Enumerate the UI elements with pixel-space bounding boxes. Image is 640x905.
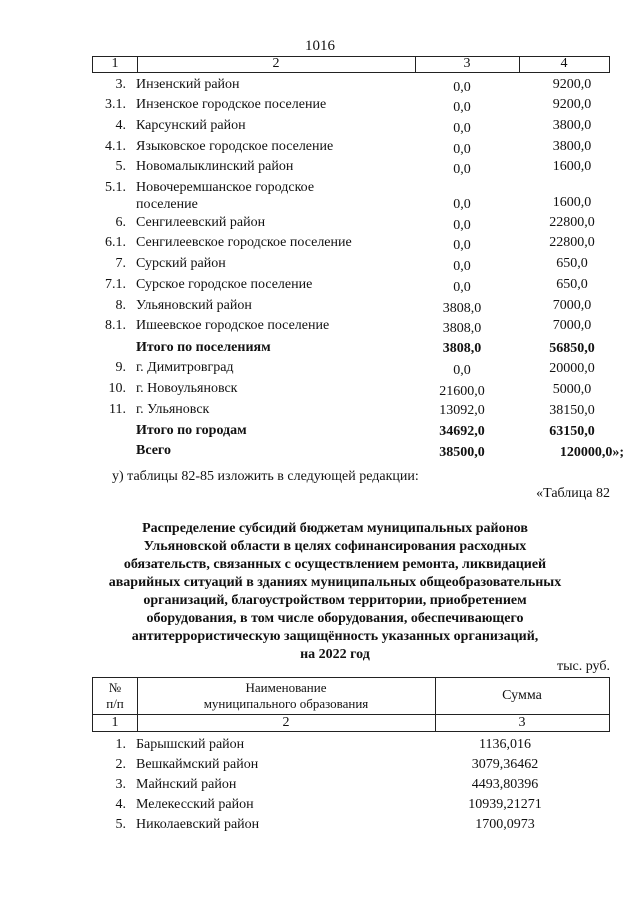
row-number: 8.	[115, 298, 126, 313]
row-col3: 3808,0	[442, 301, 482, 316]
table1-header	[92, 56, 610, 73]
header-name: Наименование	[245, 680, 327, 695]
row-value: 3079,36462	[471, 757, 539, 772]
row-col3: 13092,0	[439, 403, 485, 418]
row-col4: 38150,0	[549, 403, 595, 418]
row-number: 4.	[115, 118, 126, 133]
row-col3: 0,0	[453, 142, 471, 157]
row-name: Итого по поселениям	[136, 340, 271, 355]
header-col-3: 3	[463, 56, 471, 71]
row-number: 8.1.	[105, 318, 126, 333]
header-col-1: 1	[111, 56, 119, 71]
row-col3: 0,0	[453, 100, 471, 115]
row-number: 1.	[115, 737, 126, 752]
table2-header	[92, 677, 610, 732]
row-name: Итого по городам	[136, 423, 247, 438]
heading-line: антитеррористическую защищённость указанных организаций,	[131, 629, 539, 644]
row-number: 7.	[115, 256, 126, 271]
row-col3: 0,0	[453, 218, 471, 233]
header-name-sub: муниципального образования	[203, 696, 369, 711]
row-col4: 1600,0	[552, 159, 592, 174]
row-number: 7.1.	[105, 277, 126, 292]
row-col3: 0,0	[453, 162, 471, 177]
row-name: Николаевский район	[136, 817, 260, 832]
header-sum: Сумма	[502, 688, 542, 703]
row-col3: 0,0	[453, 121, 471, 136]
row-col3: 0,0	[453, 363, 471, 378]
row-name: г. Новоульяновск	[136, 381, 238, 396]
row-number: 6.	[115, 215, 126, 230]
row-name: г. Димитровград	[136, 360, 234, 375]
header-col-1: 1	[111, 715, 119, 730]
row-value: 4493,80396	[471, 777, 539, 792]
row-name: Майнский район	[136, 777, 237, 792]
row-col4: 3800,0	[552, 118, 592, 133]
heading-line: оборудования, в том числе оборудования, обеспечивающего	[146, 611, 524, 626]
row-number: 2.	[115, 757, 126, 772]
row-value: 10939,21271	[468, 797, 542, 812]
row-value: 1136,016	[479, 737, 531, 752]
row-number: 9.	[115, 360, 126, 375]
row-name: Сенгилеевский район	[136, 215, 266, 230]
table-heading	[100, 520, 570, 664]
row-name: Инзенское городское поселение	[136, 97, 327, 112]
row-col4: 56850,0	[549, 341, 595, 356]
heading-line: Распределение субсидий бюджетам муниципальных районов	[142, 521, 528, 536]
row-name: Инзенский район	[136, 77, 240, 92]
row-col3: 3808,0	[442, 321, 482, 336]
row-col4: 120000,0»;	[559, 445, 625, 460]
heading-line: организаций, благоустройством территории, приобретением	[143, 593, 527, 608]
row-name: Сенгилеевское городское поселение	[136, 235, 352, 250]
row-col4: 9200,0	[552, 77, 592, 92]
row-col4: 650,0	[556, 256, 588, 271]
row-name: г. Ульяновск	[136, 402, 210, 417]
units-label: тыс. руб.	[557, 659, 610, 674]
row-name: Ишеевское городское поселение	[136, 318, 330, 333]
row-value: 1700,0973	[475, 817, 535, 832]
row-col4: 22800,0	[549, 235, 595, 250]
row-name: Новочеремшанское городское	[136, 180, 315, 195]
heading-line: аварийных ситуаций в зданиях муниципальных общеобразовательных	[108, 575, 562, 590]
header-col-3: 3	[518, 715, 526, 730]
row-name: Всего	[136, 443, 171, 458]
row-name: Ульяновский район	[136, 298, 252, 313]
row-col4: 1600,0	[552, 195, 592, 210]
row-col3: 0,0	[453, 259, 471, 274]
row-col4: 22800,0	[549, 215, 595, 230]
heading-line: Ульяновской области в целях софинансирования расходных	[143, 539, 527, 554]
row-number: 11.	[109, 402, 126, 417]
header-number: №	[108, 680, 122, 695]
row-number: 5.	[115, 817, 126, 832]
header-col-2: 2	[282, 715, 290, 730]
row-col3: 0,0	[453, 197, 471, 212]
row-col4: 63150,0	[549, 424, 595, 439]
row-col4: 9200,0	[552, 97, 592, 112]
row-number: 4.	[115, 797, 126, 812]
row-name: Сурское городское поселение	[136, 277, 313, 292]
row-number: 3.	[115, 777, 126, 792]
row-name: Барышский район	[136, 737, 245, 752]
row-number: 5.	[115, 159, 126, 174]
row-col4: 20000,0	[549, 361, 595, 376]
row-name-continued: поселение	[136, 197, 198, 212]
row-col3: 3808,0	[442, 341, 482, 356]
row-col3: 38500,0	[439, 445, 485, 460]
row-col3: 34692,0	[439, 424, 485, 439]
row-col4: 7000,0	[552, 298, 592, 313]
row-col3: 21600,0	[439, 384, 485, 399]
heading-line: на 2022 год	[300, 647, 370, 662]
header-col-4: 4	[560, 56, 568, 71]
row-number: 5.1.	[105, 180, 126, 195]
row-col3: 0,0	[453, 80, 471, 95]
table-reference: «Таблица 82	[536, 486, 610, 501]
row-col4: 650,0	[556, 277, 588, 292]
row-number: 4.1.	[105, 139, 126, 154]
heading-line: обязательств, связанных с осуществлением ремонта, ликвидацией	[123, 557, 547, 572]
row-name: Вешкаймский район	[136, 757, 259, 772]
row-col4: 5000,0	[552, 382, 592, 397]
row-name: Языковское городское поселение	[136, 139, 334, 154]
row-number: 10.	[108, 381, 126, 396]
row-name: Сурский район	[136, 256, 226, 271]
row-number: 3.	[115, 77, 126, 92]
row-number: 6.1.	[105, 235, 126, 250]
header-number-sub: п/п	[106, 696, 124, 711]
row-col4: 3800,0	[552, 139, 592, 154]
row-col3: 0,0	[453, 238, 471, 253]
row-name: Мелекесский район	[136, 797, 254, 812]
row-col4: 7000,0	[552, 318, 592, 333]
row-col3: 0,0	[453, 280, 471, 295]
row-name: Карсунский район	[136, 118, 246, 133]
row-name: Новомалыклинский район	[136, 159, 294, 174]
amendment-note: у) таблицы 82-85 изложить в следующей редакции:	[112, 469, 419, 484]
row-number: 3.1.	[105, 97, 126, 112]
page-number: 1016	[305, 38, 335, 54]
header-col-2: 2	[272, 56, 280, 71]
